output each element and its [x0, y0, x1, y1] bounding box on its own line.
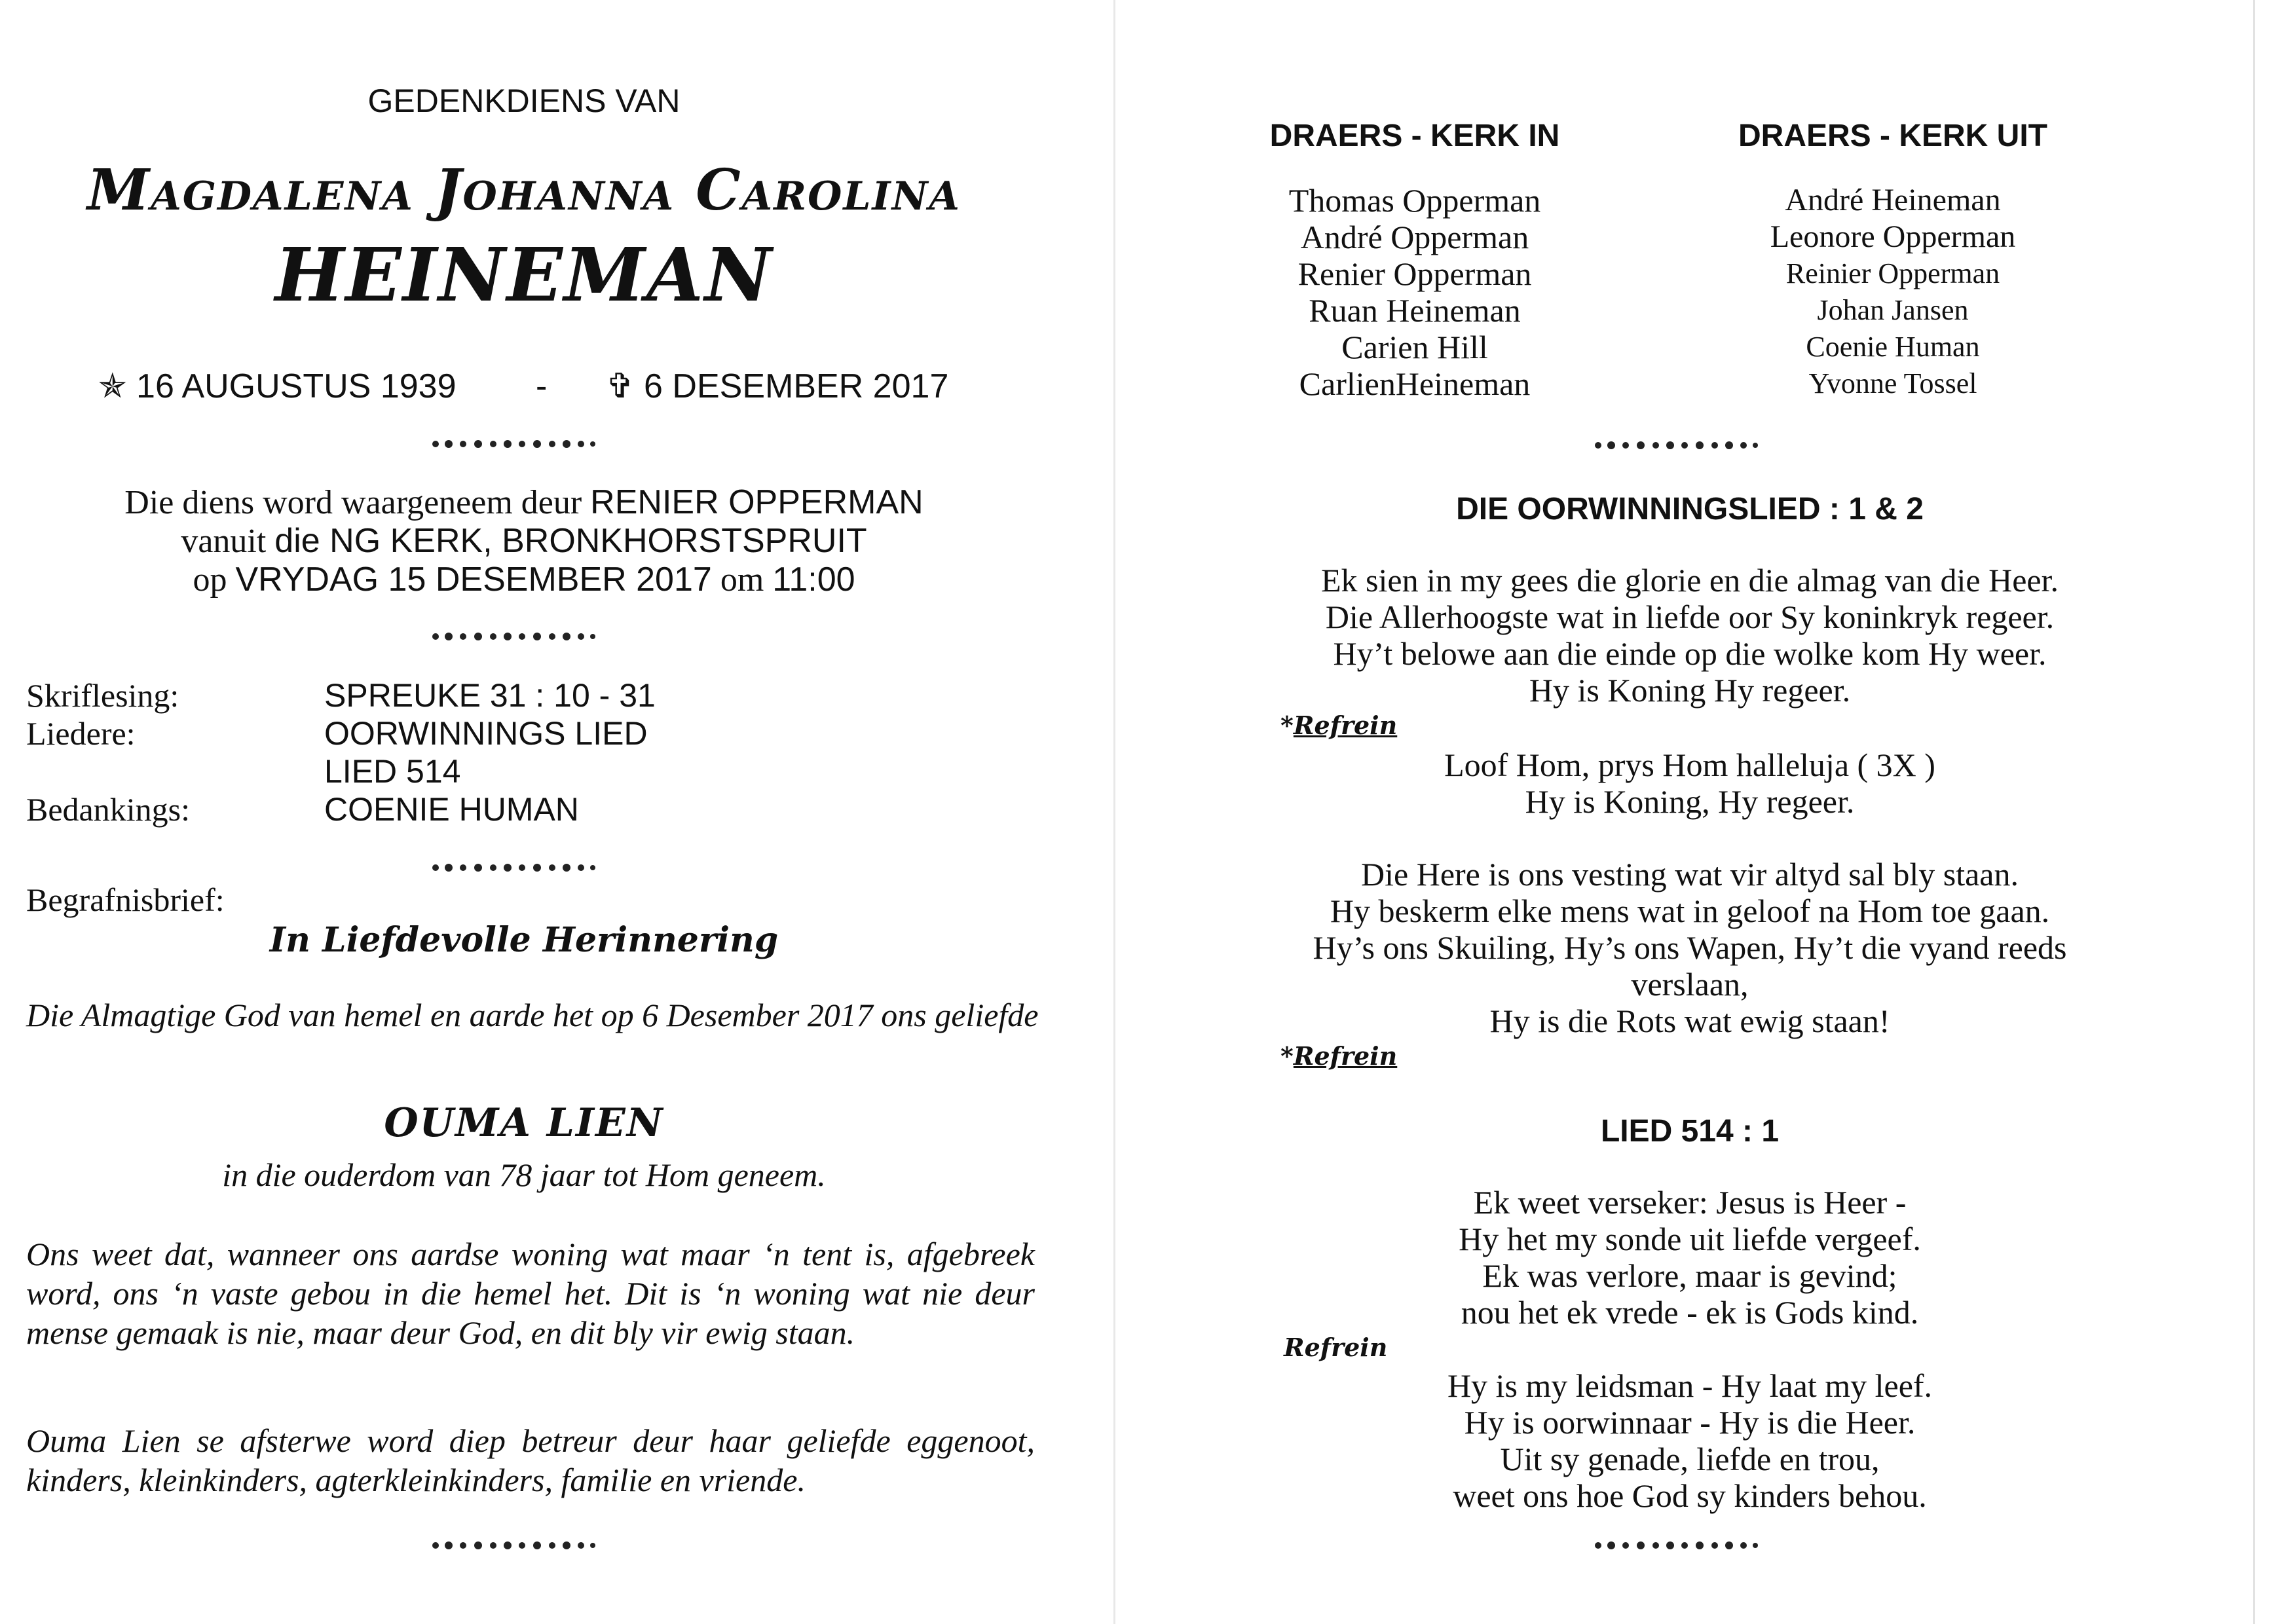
- service-info: [0, 483, 1048, 599]
- lyric-line: Hy is die Rots wat ewig staan!: [1489, 1003, 1890, 1039]
- program-value: LIED 514: [324, 753, 461, 790]
- program-list: [26, 676, 656, 828]
- bearer-name: Carien Hill: [1341, 329, 1488, 365]
- ornament-divider: [429, 861, 599, 874]
- lyric-line: Hy is Koning, Hy regeer.: [1525, 783, 1855, 820]
- lyric-line: Ek weet verseker: Jesus is Heer -: [1473, 1184, 1907, 1221]
- memorial-heading: GEDENKDIENS VAN: [367, 83, 681, 119]
- refrein-star: *: [1280, 710, 1294, 740]
- ornament-divider: [429, 1539, 599, 1552]
- lyric-line: Hy is oorwinnaar - Hy is die Heer.: [1464, 1404, 1916, 1441]
- program-label: Skriflesing:: [26, 677, 179, 714]
- lyric-line: Loof Hom, prys Hom halleluja ( 3X ): [1444, 747, 1935, 783]
- lyric-line: Ek was verlore, maar is gevind;: [1482, 1257, 1897, 1294]
- lyric-line: nou het ek vrede - ek is Gods kind.: [1461, 1294, 1919, 1331]
- lyric-line: Die Allerhoogste wat in liefde oor Sy koninkryk regeer.: [1325, 599, 2055, 635]
- ornament-divider: [429, 437, 599, 451]
- deceased-first-names: Magdalena Johanna Carolina: [87, 157, 961, 223]
- birth-date: [98, 367, 457, 406]
- lyric-line: Hy’t belowe aan die einde op die wolke kom Hy weer.: [1333, 635, 2047, 672]
- program-label: Liedere:: [26, 715, 136, 752]
- right-page: [1127, 0, 2295, 1624]
- bearers-out-list: [1657, 182, 2129, 402]
- refrein-text: Refrein: [1284, 1333, 1388, 1362]
- officiant-name: RENIER OPPERMAN: [590, 483, 924, 521]
- nickname: OUMA LIEN: [384, 1100, 664, 1146]
- bearer-name: Ruan Heineman: [1309, 292, 1521, 329]
- lyric-line: verslaan,: [1631, 966, 1749, 1003]
- lyric-line: Hy beskerm elke mens wat in geloof na Hom toe gaan.: [1330, 893, 2050, 929]
- death-cross-icon: ✞: [606, 367, 635, 405]
- lyric-line: weet ons hoe God sy kinders behou.: [1453, 1477, 1927, 1514]
- lyric-line: Hy is Koning Hy regeer.: [1529, 672, 1851, 709]
- program-value: OORWINNINGS LIED: [324, 715, 648, 752]
- ornament-divider: [1592, 439, 1762, 452]
- program-value: SPREUKE 31 : 10 - 31: [324, 677, 656, 714]
- death-date-text: 6 DESEMBER 2017: [644, 367, 949, 405]
- service-on: op: [193, 561, 227, 599]
- bearer-name: Johan Jansen: [1817, 294, 1969, 326]
- bearer-name: CarlienHeineman: [1299, 365, 1531, 402]
- lyric-line: Hy het my sonde uit liefde vergeef.: [1459, 1221, 1921, 1257]
- refrein-label: [1284, 1333, 1387, 1362]
- letter-label: Begrafnisbrief:: [26, 881, 225, 918]
- program-row: [26, 790, 656, 828]
- lyric-line: Hy’s ons Skuiling, Hy’s ons Wapen, Hy’t die vyand reeds: [1313, 929, 2067, 966]
- death-date: [606, 367, 948, 406]
- song2-title: LIED 514 : 1: [1600, 1114, 1780, 1149]
- left-page: [0, 0, 1127, 1624]
- lyric-line: Uit sy genade, liefde en trou,: [1500, 1441, 1880, 1477]
- bearer-name: Yvonne Tossel: [1808, 367, 1977, 399]
- program-row: [26, 714, 656, 752]
- bearer-name: Coenie Human: [1806, 331, 1980, 363]
- program-row: [26, 676, 656, 714]
- bearer-name: Renier Opperman: [1297, 255, 1532, 292]
- birth-star-icon: ✯: [98, 367, 127, 405]
- lyric-line: Ek sien in my gees die glorie en die almag van die Heer.: [1320, 562, 2059, 599]
- service-from: vanuit: [181, 523, 267, 560]
- church-name: die NG KERK, BRONKHORSTSPRUIT: [274, 522, 867, 560]
- service-intro: Die diens word waargeneem deur: [124, 484, 582, 521]
- letter-paragraph-2: Ons weet dat, wanneer ons aardse woning wat maar ‘n tent is, afgebreek word, ons ‘n vaste gebou in die hemel het. Dit is ‘n woning wat nie deur mense gemaak is nie, maar deur God, en dit bly vir ewig staan.: [26, 1236, 1035, 1351]
- letter-paragraph-3: Ouma Lien se afsterwe word diep betreur deur haar geliefde eggenoot, kinders, kleinkinders, agterkleinkinders, familie en vriende.: [26, 1422, 1035, 1498]
- song1-title: DIE OORWINNINGSLIED : 1 & 2: [1456, 492, 1924, 526]
- bearer-name: Thomas Opperman: [1288, 182, 1541, 219]
- birth-date-text: 16 AUGUSTUS 1939: [136, 367, 457, 405]
- bearers-out-title: DRAERS - KERK UIT: [1738, 119, 2047, 153]
- program-value: COENIE HUMAN: [324, 791, 579, 828]
- refrein-text: Refrein: [1293, 1041, 1398, 1071]
- song2-chorus: [1127, 1367, 2253, 1514]
- letter-title: In Liefdevolle Herinnering: [269, 920, 779, 960]
- song2-verse: [1127, 1184, 2253, 1331]
- bearer-name: André Heineman: [1785, 183, 2001, 217]
- bearer-name: Leonore Opperman: [1770, 219, 2016, 254]
- bearers-in-title: DRAERS - KERK IN: [1269, 119, 1560, 153]
- ornament-divider: [429, 630, 599, 643]
- program-label: Bedankings:: [26, 791, 190, 828]
- bearers-in-list: [1179, 182, 1651, 402]
- refrein-label: [1280, 1041, 1397, 1071]
- song1-chorus: [1127, 747, 2253, 820]
- song1-verse2: [1127, 856, 2253, 1039]
- lyric-line: Die Here is ons vesting wat vir altyd sal bly staan.: [1361, 856, 2019, 893]
- bearer-name: Reinier Opperman: [1785, 257, 2000, 289]
- lyric-line: Hy is my leidsman - Hy laat my leef.: [1447, 1367, 1933, 1404]
- ornament-divider: [1592, 1539, 1762, 1552]
- bearer-name: André Opperman: [1300, 219, 1529, 255]
- letter-paragraph-1: Die Almagtige God van hemel en aarde het op 6 Desember 2017 ons geliefde: [26, 997, 1039, 1033]
- age-line: in die ouderdom van 78 jaar tot Hom geneem.: [222, 1156, 826, 1193]
- deceased-surname: HEINEMAN: [274, 232, 774, 318]
- program-row: [26, 752, 656, 790]
- service-date: VRYDAG 15 DESEMBER 2017: [235, 561, 712, 599]
- date-dash: -: [536, 367, 548, 405]
- service-time: 11:00: [772, 561, 855, 599]
- song1-verse1: [1127, 562, 2253, 709]
- refrein-label: [1280, 710, 1397, 740]
- service-at: om: [720, 561, 764, 599]
- refrein-star: *: [1280, 1041, 1294, 1071]
- program-label: [26, 752, 324, 790]
- refrein-text: Refrein: [1293, 710, 1398, 740]
